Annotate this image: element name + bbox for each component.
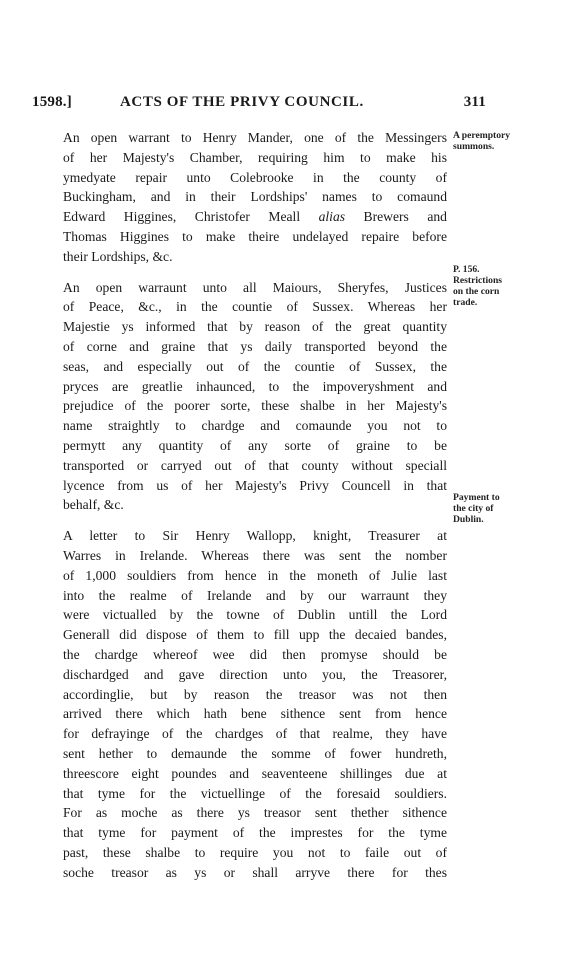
- text-line: of 1,000 souldiers from hence in the moneth of Julie last: [63, 567, 447, 583]
- margin-note-line: Restrictions: [453, 275, 503, 286]
- running-header: [32, 94, 486, 114]
- margin-note-line: on the corn: [453, 286, 500, 297]
- margin-note-line: Dublin.: [453, 514, 484, 525]
- text-line: Buckingham, and in their Lordships' names to comaund: [63, 189, 447, 205]
- text-line: into the realme of Irelande and by our warraunt they: [63, 587, 447, 603]
- paragraph-wallopp-letter: [50, 526, 447, 882]
- text-line: behalf, &c.: [63, 497, 124, 513]
- text-line: An open warraunt unto all Maiours, Sheryfes, Justices: [63, 279, 447, 295]
- header-title: ACTS OF THE PRIVY COUNCIL.: [120, 94, 364, 110]
- document-body: [50, 128, 447, 893]
- text-line: sent hether to demaunde the somme of fower hundreth,: [63, 745, 447, 761]
- text-line: transported or carryed out of that county without speciall: [63, 457, 447, 473]
- text-line: threescore eight poundes and seaventeene shillinges due at: [63, 765, 447, 781]
- text-line: soche treasor as ys or shall arryve there for thes: [63, 864, 447, 880]
- text-line: Generall did dispose of them to fill upp the decaied bandes,: [63, 627, 447, 643]
- text-line: Warres in Irelande. Whereas there was sent the nomber: [63, 547, 447, 563]
- text-line: were victualled by the towne of Dublin untill the Lord: [63, 607, 447, 623]
- margin-note-line: Payment to: [453, 492, 500, 503]
- margin-note-corn-trade: [453, 264, 538, 308]
- margin-note-line: A peremptory: [453, 130, 511, 141]
- text-line: ymedyate repair unto Colebrooke in the county of: [63, 169, 447, 185]
- text-line: lycence from us of her Majesty's Privy Councell in that: [63, 477, 447, 493]
- text-line: for defrayinge of the chardges of that realme, they have: [63, 726, 447, 742]
- text-line: their Lordships, &c.: [63, 248, 173, 264]
- text-line: name straightly to chardge and comaunde you not to: [63, 418, 447, 434]
- page-number: 311: [463, 94, 486, 110]
- paragraph-sussex-warrant: [50, 278, 447, 516]
- header-year: 1598.]: [32, 94, 72, 110]
- text-line: of Peace, &c., in the countie of Sussex. Whereas her: [63, 299, 447, 315]
- margin-note-summons: [453, 130, 538, 152]
- text-line: that tyme for the victuellinge of the foresaid souldiers.: [63, 785, 447, 801]
- text-line: that tyme for payment of the imprestes for the tyme: [63, 825, 447, 841]
- text-line-alias: Edward Higgines, Christofer Meall alias Brewers and: [63, 209, 447, 225]
- margin-note-line: the city of: [453, 503, 494, 514]
- text-line: Thomas Higgines to make theire undelayed repaire before: [63, 228, 447, 244]
- margin-note-line: P. 156.: [453, 264, 480, 275]
- paragraph-mander-warrant: [50, 128, 447, 267]
- margin-note-dublin: [453, 492, 538, 525]
- text-line: A letter to Sir Henry Wallopp, knight, Treasurer at: [63, 528, 447, 544]
- text-line: of her Majesty's Chamber, requiring him to make his: [63, 149, 447, 165]
- margin-note-line: trade.: [453, 297, 478, 308]
- text-line: past, these shalbe to require you not to faile out of: [63, 844, 447, 860]
- text-line: prejudice of the poorer sorte, these shalbe in her Majesty's: [63, 398, 447, 414]
- text-line: For as moche as there ys treasor sent thether sithence: [63, 805, 447, 821]
- text-line: of corne and graine that ys daily transported beyond the: [63, 338, 447, 354]
- text-line: Majestie ys informed that by reason of the great quantity: [63, 319, 447, 335]
- margin-note-line: summons.: [453, 141, 495, 152]
- text-line: the chardge whereof wee did then promyse should be: [63, 646, 447, 662]
- text-line: arrived there which hath bene sithence sent from hence: [63, 706, 447, 722]
- text-line: dischardged and gave direction unto you, the Treasorer,: [63, 666, 447, 682]
- text-line: seas, and especially out of the countie of Sussex, the: [63, 358, 447, 374]
- text-line: pryces are greatlie inhaunced, to the impoveryshment and: [63, 378, 447, 394]
- text-line: permytt any quantity of any sorte of graine to be: [63, 437, 447, 453]
- text-line: accordinglie, but by reason the treasor was not then: [63, 686, 447, 702]
- text-line: An open warrant to Henry Mander, one of the Messingers: [63, 130, 447, 145]
